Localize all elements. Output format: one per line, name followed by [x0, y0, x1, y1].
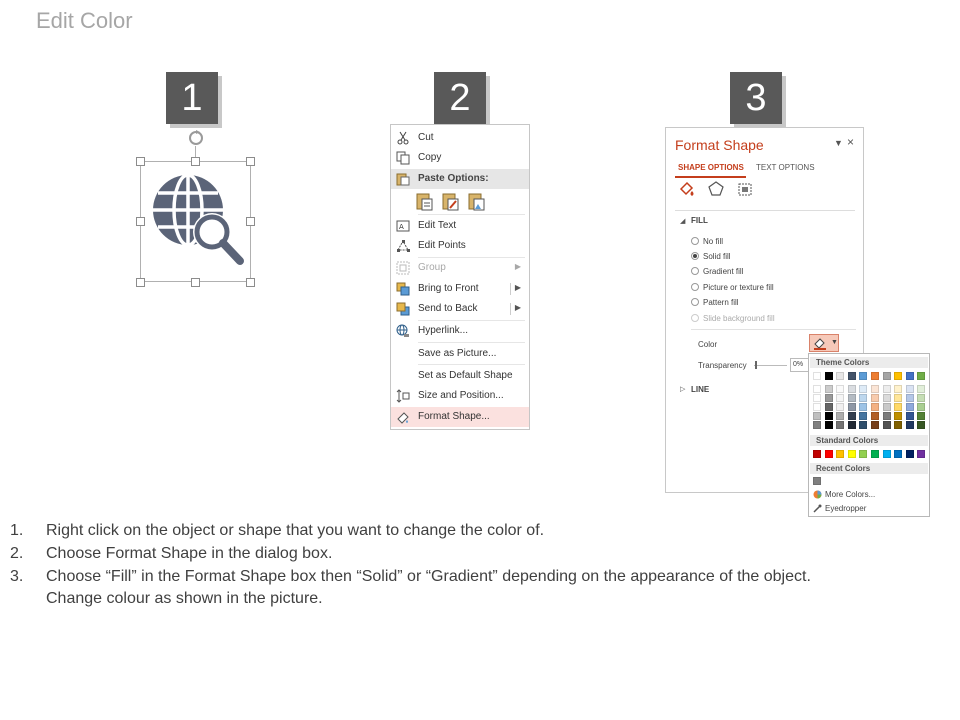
theme-color-shade-swatch[interactable]	[836, 385, 844, 393]
standard-color-swatch[interactable]	[859, 450, 867, 458]
radio-solid-fill[interactable]	[691, 252, 731, 261]
theme-color-shade-swatch[interactable]	[859, 421, 867, 429]
pane-options-dropdown-icon[interactable]: ▼	[834, 138, 843, 148]
resize-handle[interactable]	[136, 217, 145, 226]
tab-shape-options[interactable]: SHAPE OPTIONS	[678, 163, 744, 172]
menu-item-label: Size and Position...	[418, 390, 504, 401]
theme-color-shade-swatch[interactable]	[813, 412, 821, 420]
theme-color-shade-swatch[interactable]	[836, 412, 844, 420]
menu-header-paste-options	[391, 169, 529, 189]
eyedropper-icon	[813, 504, 822, 513]
theme-color-shade-swatch[interactable]	[871, 394, 879, 402]
menu-item-size-and-position[interactable]	[391, 386, 529, 406]
menu-item-label: Group	[418, 262, 446, 273]
theme-color-shade-swatch[interactable]	[871, 421, 879, 429]
copy-icon	[396, 151, 410, 165]
theme-color-shade-swatch[interactable]	[906, 412, 914, 420]
theme-color-shade-swatch[interactable]	[894, 385, 902, 393]
list-text: Right click on the object or shape that you want to change the color of.	[46, 522, 545, 539]
effects-pentagon-icon[interactable]	[707, 180, 725, 198]
theme-color-swatch[interactable]	[917, 372, 925, 380]
theme-color-shade-swatch[interactable]	[825, 403, 833, 411]
standard-color-swatch[interactable]	[813, 450, 821, 458]
resize-handle[interactable]	[246, 157, 255, 166]
radio-button[interactable]	[691, 298, 699, 306]
section-fill[interactable]: FILL	[691, 216, 708, 225]
theme-color-swatch[interactable]	[825, 372, 833, 380]
transparency-slider-thumb[interactable]	[755, 361, 757, 369]
menu-item-set-default-shape[interactable]	[391, 366, 529, 386]
radio-label: Slide background fill	[703, 314, 775, 323]
transparency-slider-track[interactable]	[754, 365, 787, 366]
theme-color-swatch[interactable]	[871, 372, 879, 380]
radio-pattern-fill[interactable]	[691, 298, 739, 307]
menu-item-label: Cut	[418, 132, 434, 143]
theme-color-shade-swatch[interactable]	[906, 394, 914, 402]
theme-color-shade-swatch[interactable]	[836, 403, 844, 411]
standard-color-swatch[interactable]	[883, 450, 891, 458]
radio-button[interactable]	[691, 283, 699, 291]
theme-color-shade-swatch[interactable]	[836, 421, 844, 429]
menu-item-hyperlink[interactable]	[391, 321, 529, 341]
clipboard-icon	[396, 172, 410, 186]
theme-color-shade-swatch[interactable]	[917, 394, 925, 402]
submenu-divider	[510, 283, 511, 295]
color-wheel-icon	[813, 490, 822, 499]
standard-color-swatch[interactable]	[825, 450, 833, 458]
theme-color-shade-swatch[interactable]	[871, 403, 879, 411]
paste-keep-formatting-icon[interactable]	[416, 191, 434, 211]
size-properties-icon[interactable]	[736, 180, 754, 198]
more-colors-option[interactable]	[813, 490, 875, 499]
theme-color-shade-swatch[interactable]	[848, 412, 856, 420]
theme-color-shade-swatch[interactable]	[906, 385, 914, 393]
theme-color-swatch[interactable]	[883, 372, 891, 380]
radio-label: No fill	[703, 237, 724, 246]
menu-item-bring-to-front[interactable]	[391, 279, 529, 299]
theme-color-shade-swatch[interactable]	[848, 385, 856, 393]
theme-color-shade-swatch[interactable]	[848, 421, 856, 429]
chevron-down-icon: ▼	[831, 339, 838, 346]
menu-item-label: Hyperlink...	[418, 325, 469, 336]
theme-color-shade-swatch[interactable]	[848, 394, 856, 402]
list-text: Choose “Fill” in the Format Shape box then “Solid” or “Gradient” depending on the appearance of the object.	[46, 568, 811, 585]
theme-color-swatch[interactable]	[836, 372, 844, 380]
size-position-icon	[396, 389, 410, 403]
menu-item-label: Edit Text	[418, 220, 457, 231]
menu-item-label: Format Shape...	[418, 411, 490, 422]
transparency-label: Transparency	[698, 361, 747, 370]
edit-text-icon	[396, 219, 410, 233]
menu-item-send-to-back[interactable]	[391, 299, 529, 319]
resize-handle[interactable]	[191, 278, 200, 287]
pane-title: Format Shape	[675, 137, 764, 153]
theme-color-shade-swatch[interactable]	[917, 412, 925, 420]
step-badge-3: 3	[730, 72, 782, 124]
paint-bucket-icon	[813, 337, 827, 350]
standard-color-swatch[interactable]	[836, 450, 844, 458]
standard-color-swatch[interactable]	[848, 450, 856, 458]
theme-color-shade-swatch[interactable]	[813, 403, 821, 411]
theme-color-shade-swatch[interactable]	[825, 394, 833, 402]
theme-color-swatch[interactable]	[906, 372, 914, 380]
submenu-divider	[510, 303, 511, 315]
hyperlink-icon	[396, 324, 410, 338]
radio-button[interactable]	[691, 237, 699, 245]
theme-color-shade-swatch[interactable]	[883, 394, 891, 402]
recent-colors-header: Recent Colors	[810, 463, 928, 474]
theme-color-shade-swatch[interactable]	[906, 403, 914, 411]
menu-item-label: Edit Points	[418, 240, 466, 251]
menu-item-group[interactable]	[391, 258, 529, 278]
menu-item-label: Send to Back	[418, 303, 478, 314]
bring-front-icon	[396, 282, 410, 296]
divider	[675, 210, 855, 211]
theme-color-shade-swatch[interactable]	[825, 421, 833, 429]
menu-item-label: Copy	[418, 152, 442, 163]
recent-color-swatch[interactable]	[813, 477, 821, 485]
radio-slide-background-fill[interactable]	[691, 314, 775, 323]
theme-color-shade-swatch[interactable]	[813, 385, 821, 393]
submenu-arrow-icon: ▶	[514, 262, 521, 271]
eyedropper-option[interactable]	[813, 504, 866, 513]
radio-label: Gradient fill	[703, 267, 744, 276]
theme-color-shade-swatch[interactable]	[871, 412, 879, 420]
color-label: Color	[698, 340, 718, 349]
menu-separator	[418, 214, 525, 215]
theme-color-swatch[interactable]	[859, 372, 867, 380]
theme-color-shade-swatch[interactable]	[813, 421, 821, 429]
theme-color-shade-swatch[interactable]	[917, 385, 925, 393]
menu-item-label: Set as Default Shape	[418, 370, 513, 381]
resize-handle[interactable]	[136, 278, 145, 287]
rotate-handle-icon[interactable]	[187, 129, 205, 147]
color-picker-button[interactable]	[809, 334, 839, 352]
section-line[interactable]: LINE	[691, 385, 710, 394]
theme-color-shade-swatch[interactable]	[825, 412, 833, 420]
list-text: Choose Format Shape in the dialog box.	[46, 545, 333, 562]
divider	[691, 329, 856, 330]
group-icon	[396, 261, 410, 275]
radio-button-selected[interactable]	[691, 252, 699, 260]
theme-color-shade-swatch[interactable]	[859, 403, 867, 411]
theme-color-shade-swatch[interactable]	[883, 412, 891, 420]
close-icon[interactable]: ×	[847, 135, 855, 149]
resize-handle[interactable]	[136, 157, 145, 166]
radio-label: Pattern fill	[703, 298, 739, 307]
theme-color-shade-swatch[interactable]	[871, 385, 879, 393]
send-back-icon	[396, 302, 410, 316]
list-text: Change colour as shown in the picture.	[46, 590, 323, 607]
radio-no-fill[interactable]	[691, 237, 723, 246]
theme-color-shade-swatch[interactable]	[883, 385, 891, 393]
menu-item-edit-text[interactable]	[391, 216, 529, 236]
format-shape-icon	[396, 410, 410, 424]
theme-color-swatch[interactable]	[813, 372, 821, 380]
active-tab-underline	[675, 176, 746, 178]
menu-item-copy[interactable]	[391, 148, 529, 168]
fill-collapse-icon[interactable]: ◢	[680, 218, 686, 225]
eyedropper-label: Eyedropper	[825, 504, 867, 513]
step-badge-2: 2	[434, 72, 486, 124]
theme-color-shade-swatch[interactable]	[859, 394, 867, 402]
radio-picture-fill[interactable]	[691, 283, 774, 292]
radio-gradient-fill[interactable]	[691, 267, 743, 276]
tab-text-options[interactable]: TEXT OPTIONS	[756, 163, 815, 172]
theme-color-shade-swatch[interactable]	[906, 421, 914, 429]
theme-color-shade-swatch[interactable]	[917, 421, 925, 429]
resize-handle[interactable]	[246, 278, 255, 287]
theme-color-shade-swatch[interactable]	[883, 421, 891, 429]
resize-handle[interactable]	[246, 217, 255, 226]
radio-label: Picture or texture fill	[703, 283, 774, 292]
submenu-arrow-icon[interactable]: ▶	[514, 283, 521, 292]
theme-color-shade-swatch[interactable]	[894, 394, 902, 402]
theme-color-shade-swatch[interactable]	[859, 385, 867, 393]
color-dropdown	[808, 353, 930, 517]
svg-text:A: A	[399, 223, 404, 231]
standard-color-swatch[interactable]	[871, 450, 879, 458]
standard-colors-header: Standard Colors	[810, 435, 928, 446]
menu-item-format-shape[interactable]	[391, 407, 529, 427]
theme-colors-header: Theme Colors	[810, 357, 928, 368]
radio-button[interactable]	[691, 314, 699, 322]
radio-button[interactable]	[691, 267, 699, 275]
theme-color-shade-swatch[interactable]	[883, 403, 891, 411]
theme-color-shade-swatch[interactable]	[848, 403, 856, 411]
line-expand-icon[interactable]: ▷	[680, 386, 686, 393]
menu-item-label: Save as Picture...	[418, 348, 497, 359]
standard-color-swatch[interactable]	[906, 450, 914, 458]
globe-search-icon	[150, 172, 246, 268]
menu-item-label: Bring to Front	[418, 283, 479, 294]
radio-label: Solid fill	[703, 252, 731, 261]
submenu-arrow-icon[interactable]: ▶	[514, 303, 521, 312]
list-number: 2.	[10, 545, 24, 562]
standard-color-swatch[interactable]	[894, 450, 902, 458]
step-badge-1: 1	[166, 72, 218, 124]
menu-item-cut[interactable]	[391, 128, 529, 148]
theme-color-shade-swatch[interactable]	[859, 412, 867, 420]
transparency-input[interactable]: 0%	[790, 358, 809, 372]
edit-points-icon	[396, 239, 410, 253]
theme-color-shade-swatch[interactable]	[894, 412, 902, 420]
paste-picture-icon[interactable]	[468, 191, 486, 211]
theme-color-shade-swatch[interactable]	[825, 385, 833, 393]
menu-separator	[418, 342, 525, 343]
fill-line-icon[interactable]	[678, 180, 696, 198]
paste-destination-theme-icon[interactable]	[442, 191, 460, 211]
list-number: 1.	[10, 522, 24, 539]
standard-color-swatch[interactable]	[917, 450, 925, 458]
theme-color-shade-swatch[interactable]	[813, 394, 821, 402]
theme-color-swatch[interactable]	[894, 372, 902, 380]
theme-color-shade-swatch[interactable]	[917, 403, 925, 411]
page-title: Edit Color	[36, 8, 133, 33]
more-colors-label: More Colors...	[825, 490, 876, 499]
scissors-icon	[396, 131, 410, 145]
menu-item-edit-points[interactable]	[391, 236, 529, 256]
menu-item-save-as-picture[interactable]	[391, 344, 529, 364]
theme-color-shade-swatch[interactable]	[836, 394, 844, 402]
theme-color-shade-swatch[interactable]	[894, 403, 902, 411]
theme-color-swatch[interactable]	[848, 372, 856, 380]
menu-separator	[418, 364, 525, 365]
theme-color-shade-swatch[interactable]	[894, 421, 902, 429]
context-menu	[390, 124, 530, 430]
menu-item-label: Paste Options:	[418, 173, 489, 184]
resize-handle[interactable]	[191, 157, 200, 166]
list-number: 3.	[10, 568, 24, 585]
